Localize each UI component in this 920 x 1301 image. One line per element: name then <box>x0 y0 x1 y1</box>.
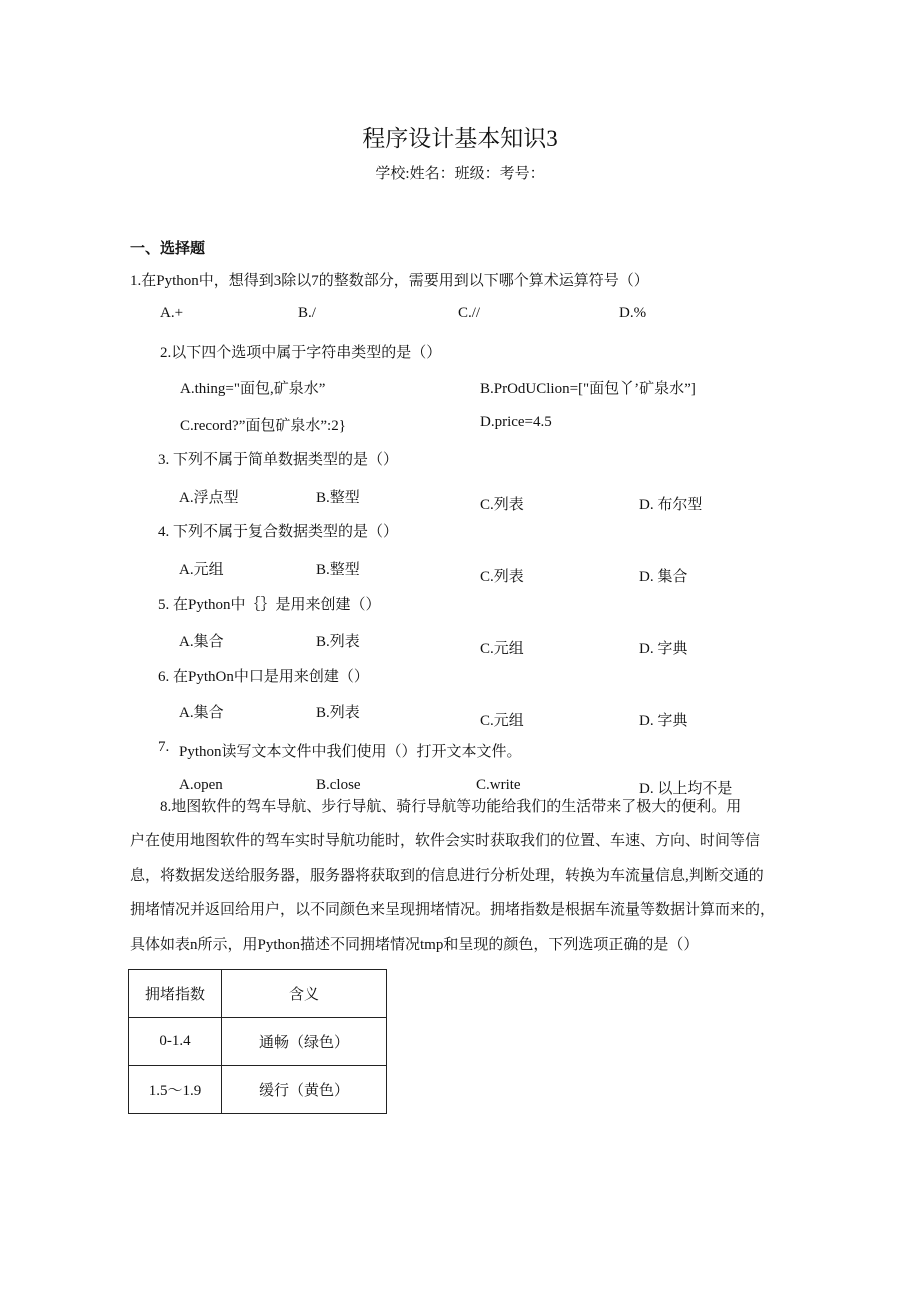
section-heading: 一、选择题 <box>130 239 206 257</box>
option-d: D. 集合 <box>639 569 688 585</box>
option-d: D. 字典 <box>639 641 688 657</box>
table-header-cell: 含义 <box>222 970 387 1018</box>
option-a: A.+ <box>160 305 184 321</box>
option-a: A.thing="面包,矿泉水” <box>180 381 326 397</box>
question-stem: 6. 在PythOn中口是用来创建（） <box>158 669 369 685</box>
option-d: D. 以上均不是 <box>639 781 733 797</box>
question-8-line-3: 息，将数据发送给服务器，服务器将获取到的信息进行分析处理，转换为车流量信息,判断交通的 <box>130 868 764 884</box>
question-8-line-2: 户在使用地图软件的驾车实时导航功能时，软件会实时获取我们的位置、车速、方向、时间等信 <box>130 833 761 849</box>
option-c: C.元组 <box>480 713 524 729</box>
option-a: A.集合 <box>179 705 224 721</box>
question-stem: 1.在Python中，想得到3除以7的整数部分，需要用到以下哪个算术运算符号（） <box>130 273 649 289</box>
question-number: 7. <box>158 739 170 755</box>
question-stem: Python读写文本文件中我们使用（）打开文本文件。 <box>179 744 522 760</box>
option-d: D. 布尔型 <box>639 497 703 513</box>
option-d: D.price=4.5 <box>480 414 552 430</box>
table-cell: 通畅（绿色） <box>222 1018 387 1066</box>
question-stem: 4. 下列不属于复合数据类型的是（） <box>158 524 399 540</box>
option-b: B.列表 <box>316 634 360 650</box>
option-c: C.// <box>458 305 481 321</box>
option-c: C.record?”面包矿泉水”:2} <box>180 418 346 434</box>
question-stem: 2.以下四个选项中属于字符串类型的是（） <box>160 345 442 361</box>
option-a: A.浮点型 <box>179 490 239 506</box>
option-d: D. 字典 <box>639 713 688 729</box>
question-8-line-1: 8.地图软件的驾车导航、步行导航、骑行导航等功能给我们的生活带来了极大的便利。用 <box>160 799 742 815</box>
question-8-line-5: 具体如表n所示，用Python描述不同拥堵情况tmp和呈现的颜色，下列选项正确的是（） <box>130 937 699 953</box>
congestion-table <box>128 969 387 1114</box>
option-c: C.列表 <box>480 497 524 513</box>
option-b: B.整型 <box>316 490 360 506</box>
question-8-line-4: 拥堵情况并返回给用户，以不同颜色来呈现拥堵情况。拥堵指数是根据车流量等数据计算而来的， <box>130 902 776 918</box>
option-a: A.open <box>179 777 223 793</box>
table-header-row <box>129 970 387 1018</box>
option-b: B.PrOdUClion=["面包丫’矿泉水”] <box>480 381 696 397</box>
option-b: B.整型 <box>316 562 360 578</box>
table-header-cell: 拥堵指数 <box>129 970 222 1018</box>
option-c: C.元组 <box>480 641 524 657</box>
page-title: 程序设计基本知识3 <box>362 126 558 151</box>
option-a: A.集合 <box>179 634 224 650</box>
question-stem: 5. 在Python中｛｝是用来创建（） <box>158 597 381 613</box>
option-b: B./ <box>298 305 316 321</box>
option-c: C.列表 <box>480 569 524 585</box>
table-row <box>129 1018 387 1066</box>
table-cell: 缓行（黄色） <box>222 1066 387 1114</box>
option-d: D.% <box>619 305 647 321</box>
table-cell: 0-1.4 <box>129 1018 222 1066</box>
option-c: C.write <box>476 777 521 793</box>
question-stem: 3. 下列不属于简单数据类型的是（） <box>158 452 399 468</box>
table-row <box>129 1066 387 1114</box>
option-b: B.列表 <box>316 705 360 721</box>
option-b: B.close <box>316 777 361 793</box>
table-cell: 1.5～1.9 <box>129 1066 222 1114</box>
student-info-line: 学校:姓名：班级：考号： <box>375 166 545 182</box>
option-a: A.元组 <box>179 562 224 578</box>
